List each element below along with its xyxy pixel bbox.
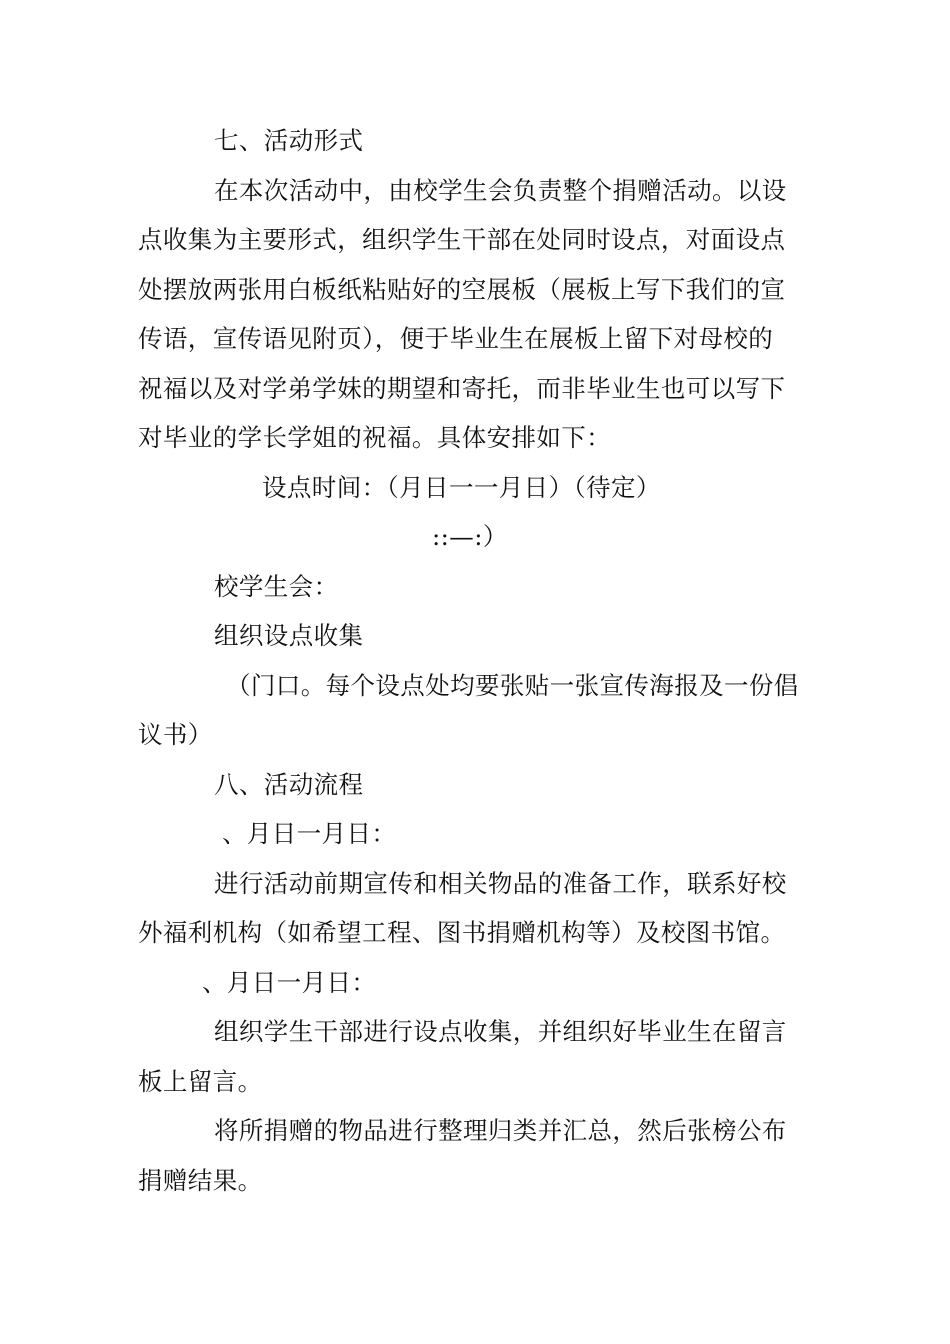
paragraph-line: 处摆放两张用白板纸粘贴好的空展板（展板上写下我们的宣 <box>138 275 786 304</box>
schedule-time: 设点时间：（月日一一月日）（待定） <box>262 473 661 502</box>
paragraph-line: 点收集为主要形式，组织学生干部在处同时设点，对面设点 <box>138 225 786 254</box>
step-1-text-line: 外福利机构（如希望工程、图书捐赠机构等）及校图书馆。 <box>138 918 786 947</box>
section-8-heading: 八、活动流程 <box>214 770 364 799</box>
section-7-heading: 七、活动形式 <box>214 126 364 155</box>
step-2-text-line: 组织学生干部进行设点收集，并组织好毕业生在留言 <box>214 1017 787 1046</box>
paragraph-line: 祝福以及对学弟学妹的期望和寄托，而非毕业生也可以写下 <box>138 374 786 403</box>
location-note-line: 议书） <box>138 720 213 749</box>
organizer-label: 校学生会： <box>214 572 339 601</box>
step-2-date: 、月日一月日： <box>202 968 377 997</box>
step-3-text-line: 捐赠结果。 <box>138 1166 263 1195</box>
step-3-text-line: 将所捐赠的物品进行整理归类并汇总，然后张榜公布 <box>214 1116 787 1145</box>
schedule-hours: ::—:） <box>432 522 508 551</box>
step-1-date: 、月日一月日： <box>222 819 397 848</box>
paragraph-line: 在本次活动中，由校学生会负责整个捐赠活动。以设 <box>214 176 787 205</box>
paragraph-line: 传语，宣传语见附页），便于毕业生在展板上留下对母校的 <box>138 324 774 353</box>
organizer-task: 组织设点收集 <box>214 621 364 650</box>
location-note-line: （门口。每个设点处均要张贴一张宣传海报及一份倡 <box>226 671 799 700</box>
step-1-text-line: 进行活动前期宣传和相关物品的准备工作，联系好校 <box>214 869 787 898</box>
step-2-text-line: 板上留言。 <box>138 1067 263 1096</box>
paragraph-line: 对毕业的学长学姐的祝福。具体安排如下： <box>138 423 612 452</box>
